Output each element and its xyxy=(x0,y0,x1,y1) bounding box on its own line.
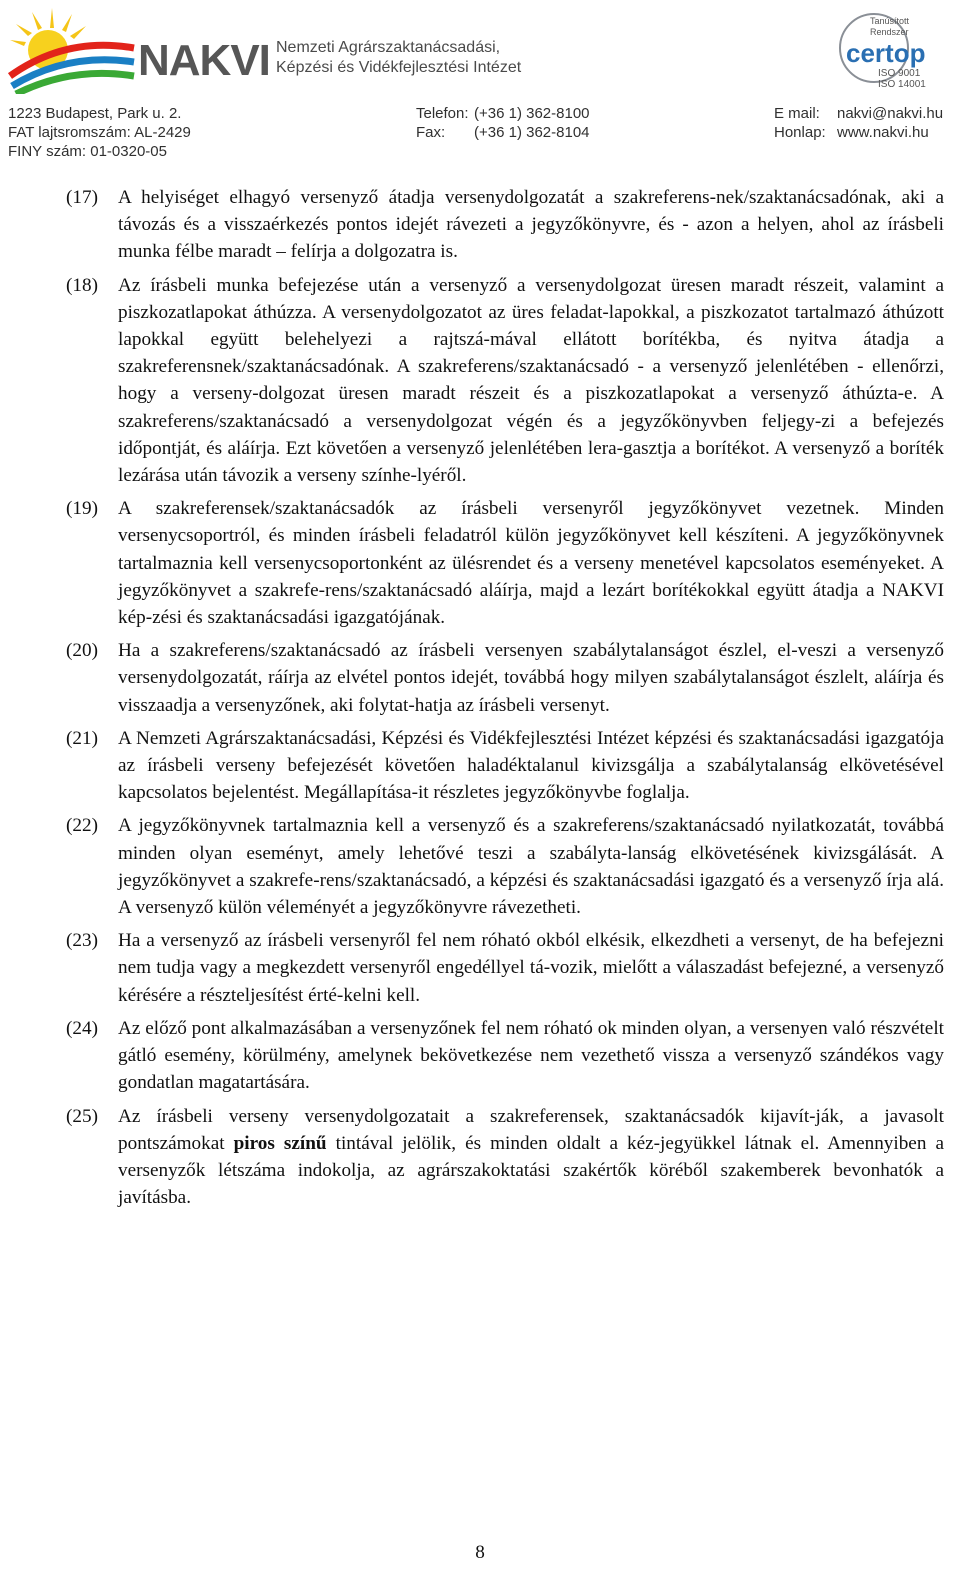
paragraph-20 xyxy=(66,637,944,719)
page-number: 8 xyxy=(475,1542,485,1563)
paragraph-text: Ha a versenyző az írásbeli versenyről fel nem róható okból elkésik, elkezdheti a versenyt, de ha befejezni nem tudja vagy a megkezdett versenyről engedéllyel tá-vozik, mielőtt a válaszadást befejezné, a versenyző kérésére a részteljesítést érté-kelni kell. xyxy=(118,930,944,1006)
fax-value: (+36 1) 362-8104 xyxy=(474,124,590,141)
paragraph-number: (25) xyxy=(66,1105,98,1127)
contact-phone-block xyxy=(416,104,590,142)
paragraph-number: (22) xyxy=(66,815,98,837)
paragraph-number: (17) xyxy=(66,187,98,208)
phone-label: Telefon: xyxy=(416,105,469,122)
paragraph-text-bold: piros színű xyxy=(233,1132,327,1154)
nakvi-logo-icon xyxy=(6,6,136,94)
cert-mid-text: Rendszer xyxy=(870,27,909,37)
cert-iso1-text: ISO 9001 xyxy=(878,68,921,79)
paragraph-text-part1: Az írásbeli verseny versenydolgozatait a szakreferensek, szaktanácsadók kijavít-ják, a javasolt pontszámokat xyxy=(118,1105,944,1154)
cert-brand-text: certop xyxy=(846,38,926,68)
paragraph-number: (24) xyxy=(66,1017,98,1039)
document-body xyxy=(66,184,944,1217)
paragraph-text: A Nemzeti Agrárszaktanácsadási, Képzési és Vidékfejlesztési Intézet képzési és szaktanácsadási igazgatója az írásbeli verseny befejezését követően haladéktalanul kivizsgálja a szabálytalanság elkövetésével kapcsolatos bejelentést. Megállapítása-it részletes jegyzőkönyvbe foglalja. xyxy=(118,727,944,804)
paragraph-text-part2: tintával jelölik, és minden oldalt a kéz-jegyükkel látnak el. Amennyiben a versenyzők létszáma indokolja, az agrárszakoktatási szakértők köréből szakemberek bevonhatók a javításba. xyxy=(118,1132,944,1209)
paragraph-19 xyxy=(66,495,944,631)
website-link[interactable]: www.nakvi.hu xyxy=(837,124,929,141)
cert-top-text: Tanúsított xyxy=(870,16,910,26)
paragraph-21 xyxy=(66,725,944,807)
contact-web-block xyxy=(774,104,943,142)
organization-name-line2: Képzési és Vidékfejlesztési Intézet xyxy=(276,59,522,76)
organization-name-line1: Nemzeti Agrárszaktanácsadási, xyxy=(276,39,501,56)
email-label: E mail: xyxy=(774,105,820,122)
certop-badge xyxy=(828,8,950,92)
cert-iso2-text: ISO 14001 xyxy=(878,79,926,90)
paragraph-text: Az előző pont alkalmazásában a versenyzőnek fel nem róható ok minden olyan, a versenyen való részvételt gátló esemény, körülmény, amelynek bekövetkezése nem vezethető vissza a versenyző szándékos vagy gondatlan magatartására. xyxy=(118,1017,944,1094)
web-label: Honlap: xyxy=(774,124,826,141)
paragraph-number: (21) xyxy=(66,727,98,749)
fat-line: FAT lajtsromszám: AL-2429 xyxy=(8,124,191,141)
paragraph-number: (18) xyxy=(66,274,98,296)
paragraph-text xyxy=(118,1103,944,1212)
paragraph-text: Az írásbeli munka befejezése után a versenyző a versenydolgozat üresen maradt részeit, valamint a piszkozatlapokat áthúzza. A versenydolgozatot az üres feladat-lapokkal, a piszkozatot tartalmazó áthúzott lapokkal együtt belehelyezi a rajtszá-mával ellátott borítékba, és nyitva átadja a szakreferensnek/szaktanácsadónak. A szakreferens/szaktanácsadó - a versenyző jelenlétében - ellenőrzi, hogy a verseny-dolgozat üresen maradt részeit és a piszkozatlapokat a versenyző áthúzta-e. A szakreferens/szaktanácsadó a versenydolgozat végén és a jegyzőkönyvben feljegy-zi a befejezés időpontját, és aláírja. Ezt követően a versenyző jelenlétében lera-gasztja a borítékot. A versenyző a boríték lezárása után távozik a verseny színhe-lyéről. xyxy=(118,274,944,487)
paragraph-24 xyxy=(66,1015,944,1097)
organization-name xyxy=(276,38,521,78)
paragraph-text: A helyiséget elhagyó versenyző átadja versenydolgozatát a szakreferens-nek/szaktanácsadónak, aki a távozás és a visszaérkezés pontos idejét rávezeti a jegyzőkönyvre, és - azon a helyen, ahol az írásbeli munka félbe maradt – felírja a dolgozatra is. xyxy=(118,187,944,263)
fax-label: Fax: xyxy=(416,124,446,141)
address-line: 1223 Budapest, Park u. 2. xyxy=(8,105,182,122)
paragraph-text: A jegyzőkönyvnek tartalmaznia kell a versenyző és a szakreferens/szaktanácsadó nyilatkozatát, továbbá minden olyan eseményt, amely lehetővé teszi a szabályta-lanság elkövetésének kivizsgálását. A jegyzőkönyvet a szakrefe-rens/szaktanácsadó, a képzési és szaktanácsadási igazgató és a versenyző írja alá. A versenyző külön véleményét a jegyzőkönyvre rávezetheti. xyxy=(118,815,944,919)
email-link[interactable]: nakvi@nakvi.hu xyxy=(837,105,944,122)
brand-name: NAKVI xyxy=(138,36,270,85)
certop-logo-icon xyxy=(828,8,950,92)
paragraph-text: Ha a szakreferens/szaktanácsadó az írásbeli versenyen szabálytalanságot észlel, el-veszi a versenyző versenydolgozatát, ráírja az elvétel pontos idejét, továbbá hogy milyen szabálytalanságot észlelt, aláírja és visszaadja a versenyzőnek, aki folytat-hatja az írásbeli versenyt. xyxy=(118,640,944,716)
phone-value: (+36 1) 362-8100 xyxy=(474,105,590,122)
paragraph-number: (20) xyxy=(66,640,98,662)
paragraph-18 xyxy=(66,272,944,490)
paragraph-23 xyxy=(66,927,944,1009)
paragraph-text: A szakreferensek/szaktanácsadók az írásbeli versenyről jegyzőkönyvet vezetnek. Minden versenycsoportról, és minden írásbeli feladatról külön jegyzőkönyvet kell készíteni. A jegyzőkönyvnek tartalmaznia kell versenycsoportonként az ülésrendet és a verseny menetével kapcsolatos eseményeket. A jegyzőkönyvet a szakrefe-rens/szaktanácsadó aláírja, majd a lezárt borítékokkal együtt átadja a NAKVI kép-zési és szaktanácsadási igazgatójának. xyxy=(118,498,944,629)
paragraph-number: (23) xyxy=(66,930,98,952)
paragraph-number: (19) xyxy=(66,498,98,520)
paragraph-22 xyxy=(66,812,944,921)
paragraph-25 xyxy=(66,1103,944,1212)
finy-line: FINY szám: 01-0320-05 xyxy=(8,143,167,160)
contact-address-block xyxy=(8,104,191,161)
paragraph-17 xyxy=(66,184,944,266)
